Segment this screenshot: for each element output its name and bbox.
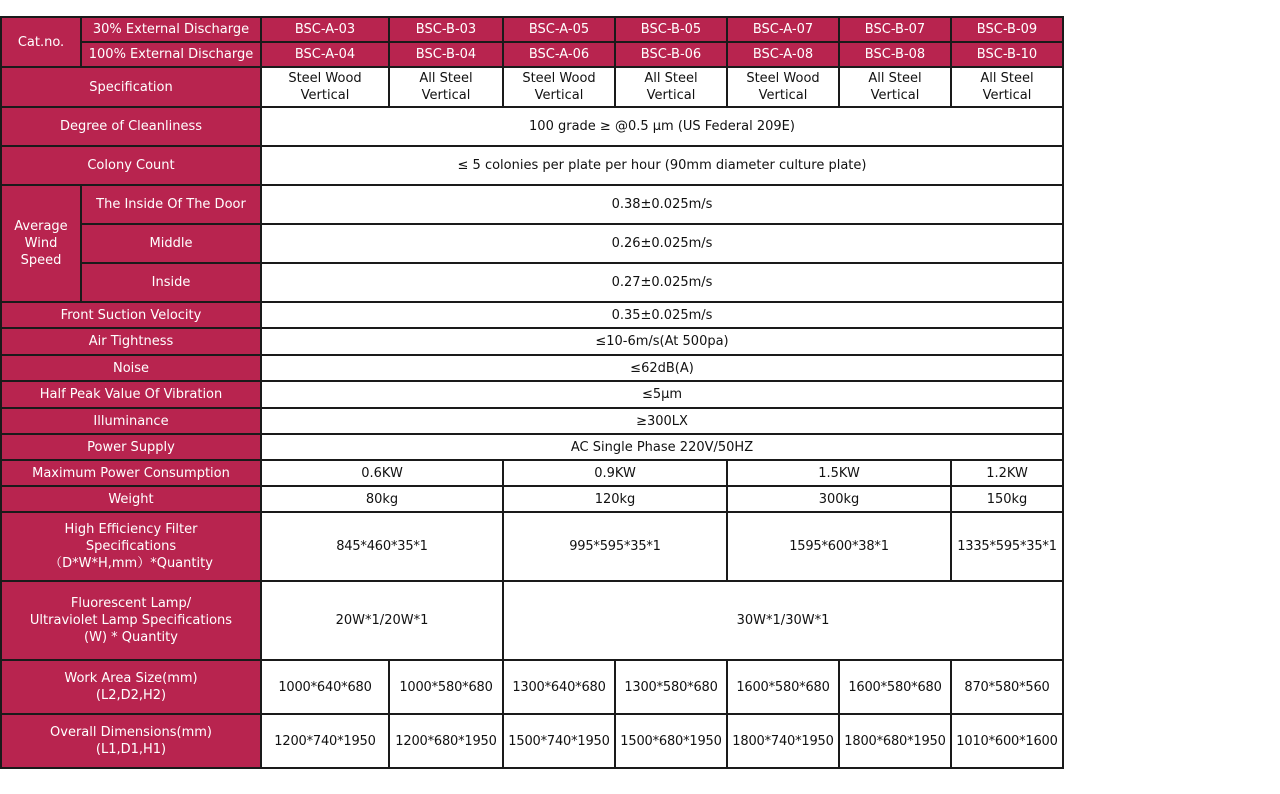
wind-line: Average (14, 219, 68, 234)
weight-value: 300kg (727, 486, 951, 512)
model-cell: BSC-A-07 (727, 17, 839, 42)
ext30-label: 30% External Discharge (81, 17, 261, 42)
overall-value: 1010*600*1600 (951, 714, 1063, 768)
noise-label: Noise (1, 355, 261, 381)
spec-table (0, 16, 1064, 769)
spec-line: Vertical (982, 88, 1032, 103)
spec-line: Vertical (300, 88, 350, 103)
ext100-label: 100% External Discharge (81, 42, 261, 67)
model-cell: BSC-A-05 (503, 17, 615, 42)
row-max-power (1, 460, 1063, 486)
spec-line: Vertical (870, 88, 920, 103)
spec-line: Steel Wood (288, 71, 362, 86)
lamp-line: Fluorescent Lamp/ (70, 596, 192, 611)
wind-middle-value: 0.26±0.025m/s (261, 224, 1063, 263)
filter-value: 1335*595*35*1 (951, 512, 1063, 581)
row-specification (1, 67, 1063, 107)
spec-cell (839, 67, 951, 107)
row-illuminance (1, 408, 1063, 434)
max-power-value: 0.6KW (261, 460, 503, 486)
noise-value: ≤62dB(A) (261, 355, 1063, 381)
filter-label (1, 512, 261, 581)
specification-label: Specification (1, 67, 261, 107)
work-area-value: 1300*580*680 (615, 660, 727, 714)
work-area-value: 1000*640*680 (261, 660, 389, 714)
air-tightness-label: Air Tightness (1, 328, 261, 355)
filter-line: （D*W*H,mm）*Quantity (49, 556, 213, 571)
spec-line: Steel Wood (522, 71, 596, 86)
lamp-line: (W) * Quantity (84, 630, 178, 645)
overall-value: 1200*740*1950 (261, 714, 389, 768)
colony-label: Colony Count (1, 146, 261, 185)
front-suction-value: 0.35±0.025m/s (261, 302, 1063, 328)
power-supply-value: AC Single Phase 220V/50HZ (261, 434, 1063, 460)
spec-line: All Steel (419, 71, 473, 86)
work-area-value: 1600*580*680 (839, 660, 951, 714)
filter-value: 845*460*35*1 (261, 512, 503, 581)
model-cell: BSC-B-07 (839, 17, 951, 42)
overall-value: 1800*740*1950 (727, 714, 839, 768)
row-wind-middle (1, 224, 1063, 263)
model-cell: BSC-B-04 (389, 42, 503, 67)
spec-cell (389, 67, 503, 107)
row-work-area (1, 660, 1063, 714)
weight-value: 150kg (951, 486, 1063, 512)
model-cell: BSC-B-10 (951, 42, 1063, 67)
spec-line: Vertical (646, 88, 696, 103)
row-weight (1, 486, 1063, 512)
row-100-external (1, 42, 1063, 67)
model-cell: BSC-B-03 (389, 17, 503, 42)
overall-value: 1200*680*1950 (389, 714, 503, 768)
lamp-value: 30W*1/30W*1 (503, 581, 1063, 660)
spec-cell (261, 67, 389, 107)
work-area-value: 870*580*560 (951, 660, 1063, 714)
model-cell: BSC-A-04 (261, 42, 389, 67)
model-cell: BSC-B-06 (615, 42, 727, 67)
overall-line: (L1,D1,H1) (95, 742, 167, 757)
row-filter (1, 512, 1063, 581)
max-power-value: 1.5KW (727, 460, 951, 486)
row-30-external (1, 17, 1063, 42)
row-wind-inside (1, 263, 1063, 302)
wind-door-value: 0.38±0.025m/s (261, 185, 1063, 224)
work-area-label (1, 660, 261, 714)
wind-door-label: The Inside Of The Door (81, 185, 261, 224)
illuminance-label: Illuminance (1, 408, 261, 434)
power-supply-label: Power Supply (1, 434, 261, 460)
spec-cell (727, 67, 839, 107)
work-area-value: 1300*640*680 (503, 660, 615, 714)
row-colony-count (1, 146, 1063, 185)
model-cell: BSC-B-05 (615, 17, 727, 42)
colony-value: ≤ 5 colonies per plate per hour (90mm diameter culture plate) (261, 146, 1063, 185)
wind-inside-value: 0.27±0.025m/s (261, 263, 1063, 302)
spec-cell (615, 67, 727, 107)
lamp-value: 20W*1/20W*1 (261, 581, 503, 660)
overall-value: 1500*740*1950 (503, 714, 615, 768)
spec-line: All Steel (980, 71, 1034, 86)
work-area-line: Work Area Size(mm) (64, 671, 198, 686)
row-front-suction (1, 302, 1063, 328)
work-area-value: 1600*580*680 (727, 660, 839, 714)
spec-line: All Steel (868, 71, 922, 86)
filter-line: High Efficiency Filter (64, 522, 198, 537)
vibration-label: Half Peak Value Of Vibration (1, 381, 261, 408)
row-wind-door (1, 185, 1063, 224)
overall-value: 1500*680*1950 (615, 714, 727, 768)
row-overall-dimensions (1, 714, 1063, 768)
wind-group-label (1, 185, 81, 302)
model-cell: BSC-A-08 (727, 42, 839, 67)
wind-line: Wind (24, 236, 58, 251)
spec-cell (951, 67, 1063, 107)
model-cell: BSC-A-06 (503, 42, 615, 67)
row-lamp (1, 581, 1063, 660)
max-power-label: Maximum Power Consumption (1, 460, 261, 486)
wind-inside-label: Inside (81, 263, 261, 302)
model-cell: BSC-B-09 (951, 17, 1063, 42)
cleanliness-label: Degree of Cleanliness (1, 107, 261, 146)
spec-line: Vertical (421, 88, 471, 103)
spec-line: Vertical (534, 88, 584, 103)
air-tightness-value: ≤10-6m/s(At 500pa) (261, 328, 1063, 355)
overall-line: Overall Dimensions(mm) (50, 725, 212, 740)
wind-line: Speed (20, 253, 62, 268)
overall-label (1, 714, 261, 768)
row-cleanliness (1, 107, 1063, 146)
lamp-label (1, 581, 261, 660)
spec-line: Steel Wood (746, 71, 820, 86)
cleanliness-value: 100 grade ≥ @0.5 μm (US Federal 209E) (261, 107, 1063, 146)
model-cell: BSC-B-08 (839, 42, 951, 67)
illuminance-value: ≥300LX (261, 408, 1063, 434)
filter-value: 995*595*35*1 (503, 512, 727, 581)
row-air-tightness (1, 328, 1063, 355)
catno-label: Cat.no. (1, 17, 81, 67)
front-suction-label: Front Suction Velocity (1, 302, 261, 328)
weight-value: 120kg (503, 486, 727, 512)
weight-value: 80kg (261, 486, 503, 512)
spec-line: All Steel (644, 71, 698, 86)
max-power-value: 1.2KW (951, 460, 1063, 486)
row-power-supply (1, 434, 1063, 460)
filter-line: Specifications (85, 539, 177, 554)
overall-value: 1800*680*1950 (839, 714, 951, 768)
filter-value: 1595*600*38*1 (727, 512, 951, 581)
work-area-line: (L2,D2,H2) (95, 688, 167, 703)
max-power-value: 0.9KW (503, 460, 727, 486)
spec-line: Vertical (758, 88, 808, 103)
row-vibration (1, 381, 1063, 408)
work-area-value: 1000*580*680 (389, 660, 503, 714)
model-cell: BSC-A-03 (261, 17, 389, 42)
weight-label: Weight (1, 486, 261, 512)
wind-middle-label: Middle (81, 224, 261, 263)
vibration-value: ≤5μm (261, 381, 1063, 408)
row-noise (1, 355, 1063, 381)
spec-cell (503, 67, 615, 107)
lamp-line: Ultraviolet Lamp Specifications (29, 613, 233, 628)
